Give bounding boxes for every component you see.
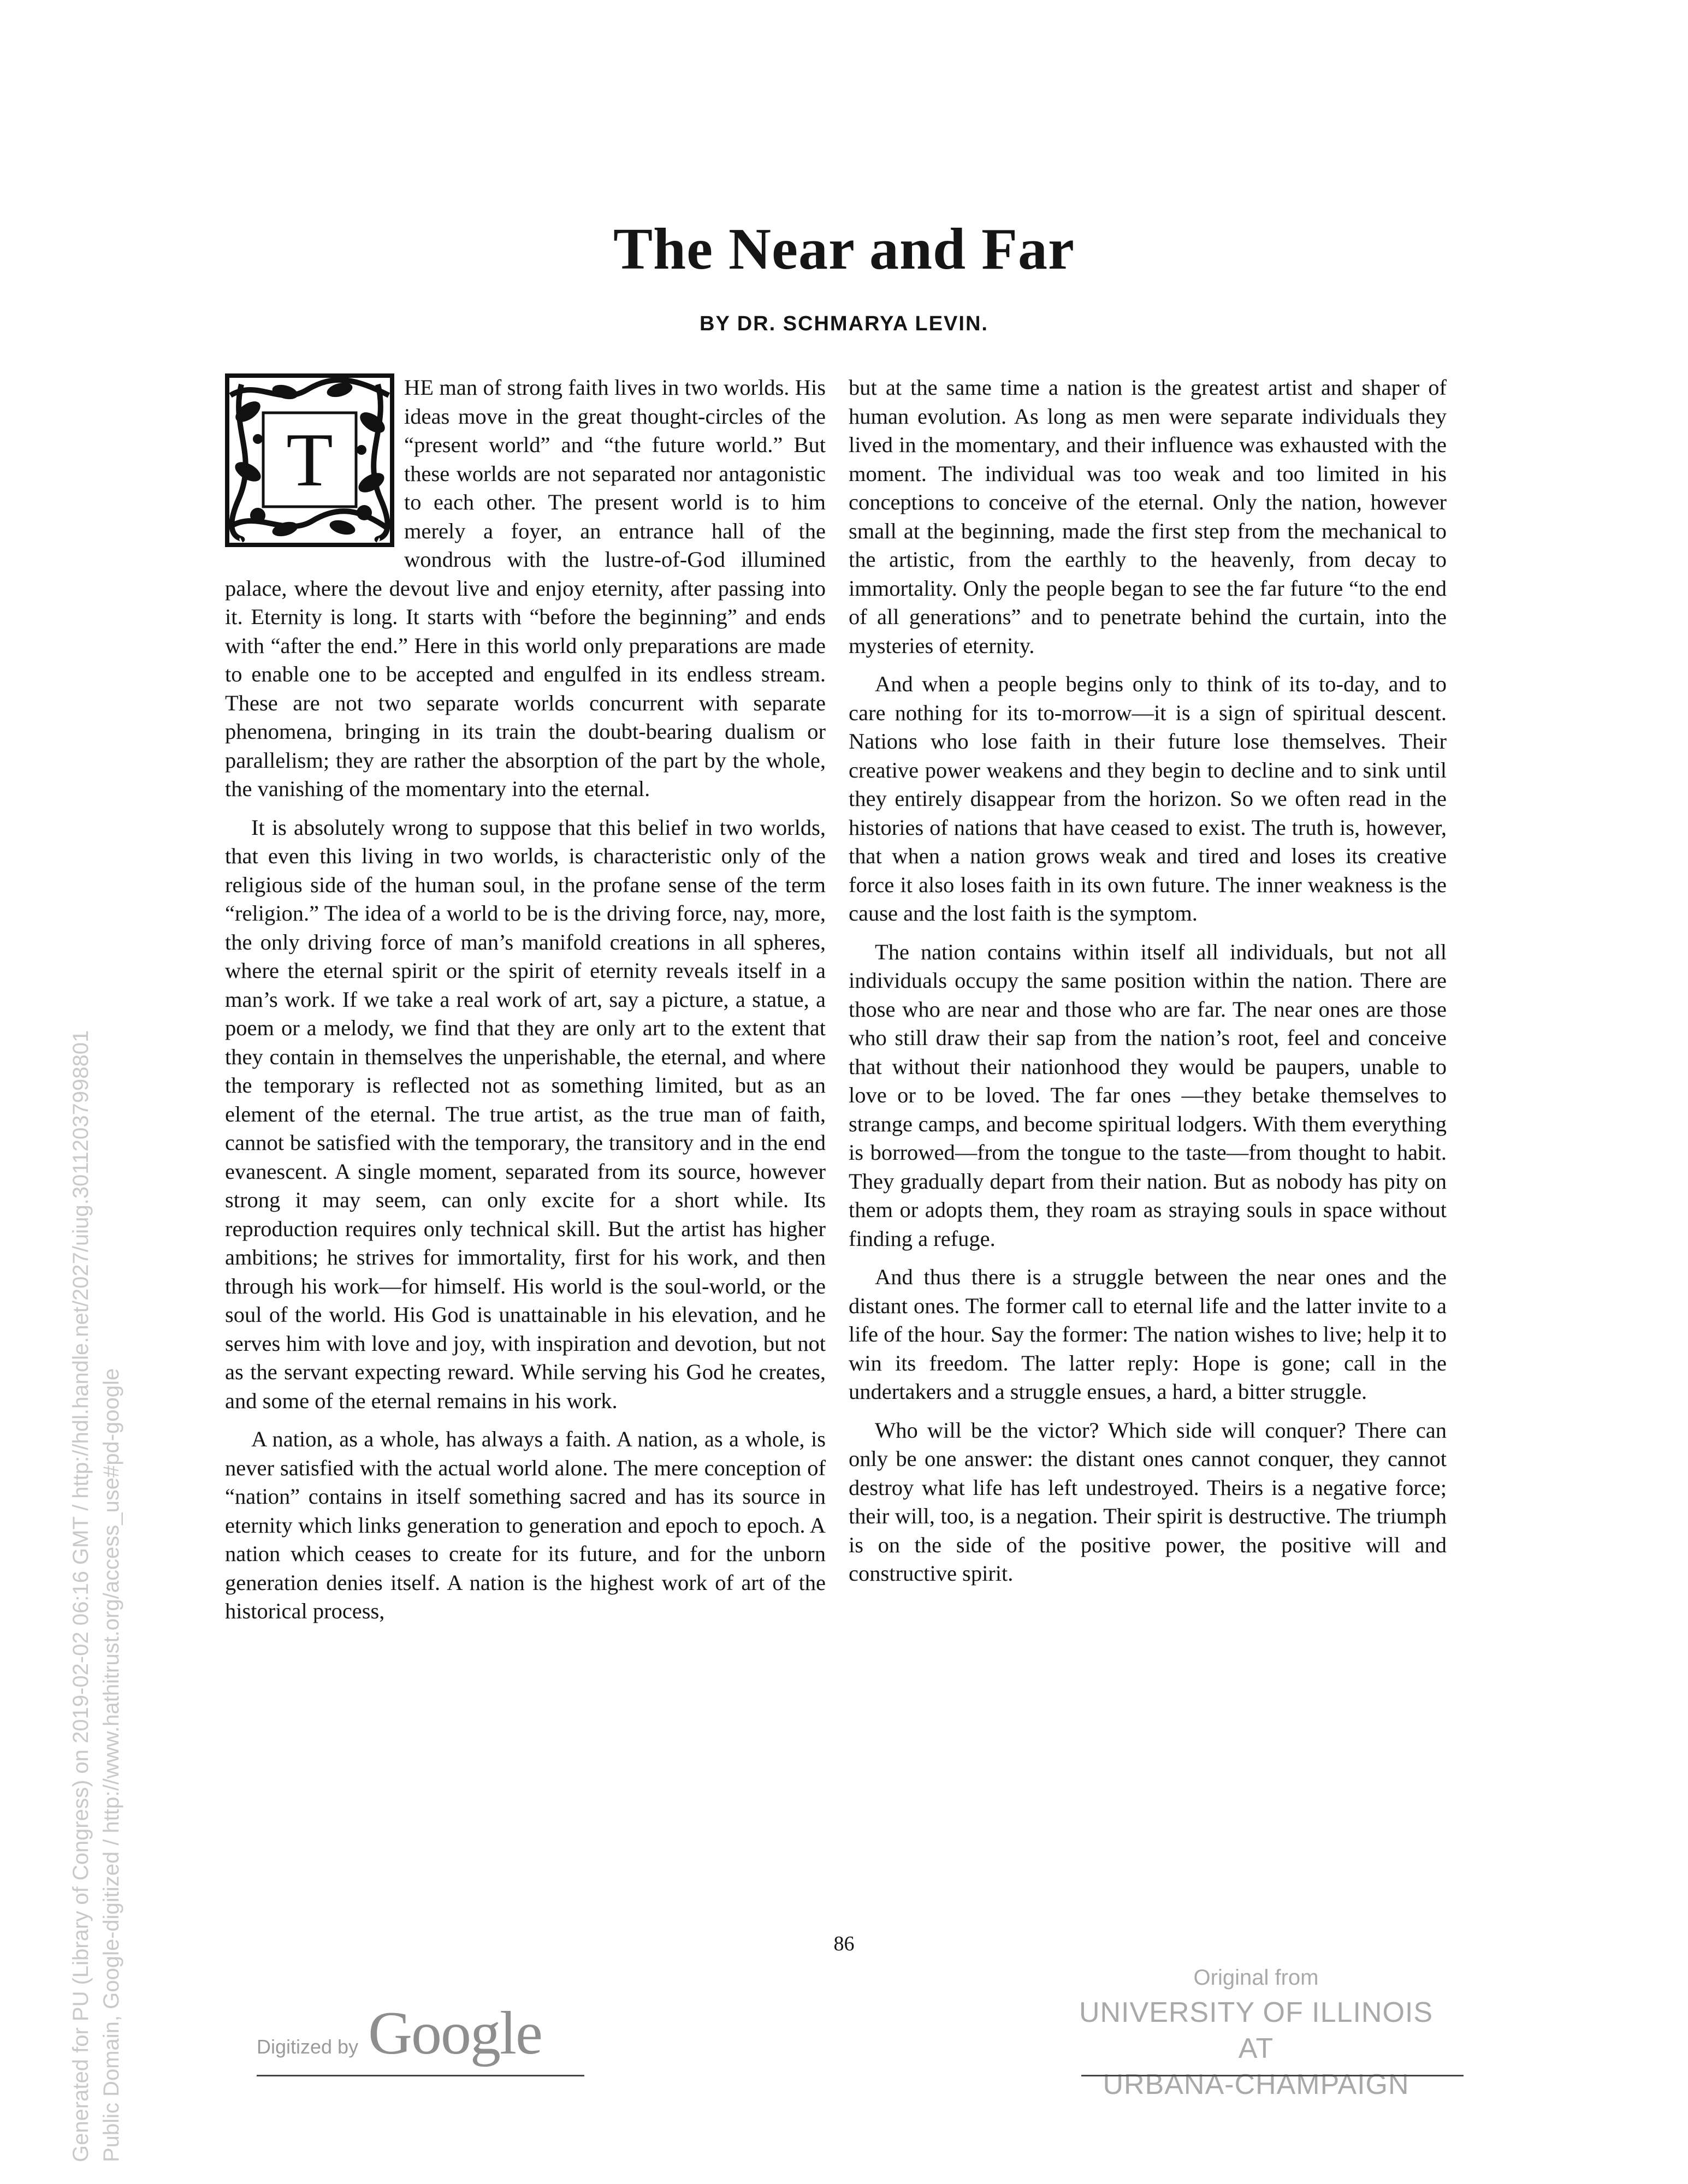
paragraph: And thus there is a struggle between the near ones and the distant ones. The former call to eternal life and the latter invite to a life of the hour. Say the former: The nation wishes to live; help it to win its freedom. The latter reply: Hope is gone; call in the undertakers and a struggle ensues, a hard, a bitter struggle. [849, 1265, 1447, 1404]
watermark-line-2: Public Domain, Google-digitized / http://www.hathitrust.org/access_use#pd-google [99, 1368, 123, 2162]
article-title: The Near and Far [613, 217, 1075, 282]
paragraph: but at the same time a nation is the greatest artist and shaper of human evolution. As long as men were separate individuals they lived in the momentary, and their influence was exhausted with the moment. The individual was too weak and too limited in his conceptions to conceive of the eternal. Only the nation, however small at the beginning, made the first step from the mechanical to the artistic, from the earthly to the heavenly, from decay to immortality. Only the people began to see the far future “to the end of all generations” and to penetrate behind the curtain, into the mysteries of eternity. [849, 375, 1447, 658]
paragraph: A nation, as a whole, has always a faith. A nation, as a whole, is never satisfied with the actual world alone. The mere conception of “nation” contains in itself something sacred and has its source in eternity which links generation to generation and epoch to epoch. A nation which ceases to create for its future, and for the unborn generation denies itself. A nation is the highest work of art of the historical process, [225, 1427, 826, 1623]
page-number: 86 [833, 1932, 855, 1955]
footer-rule-left [257, 2075, 584, 2076]
footer-rule-right [1081, 2075, 1464, 2076]
original-from-label: Original from [1193, 1966, 1319, 1990]
article-byline: BY DR. SCHMARYA LEVIN. [700, 312, 988, 335]
watermark-line-1: Generated for PU (Library of Congress) on 2019-02-02 06:16 GMT / http://hdl.handle.net/2027/uiug.30112037998801 [69, 1030, 93, 2162]
university-line-1: UNIVERSITY OF ILLINOIS AT [1079, 1997, 1434, 2064]
left-column [225, 373, 826, 1636]
hathitrust-watermark [66, 1030, 127, 2162]
paragraph: Who will be the victor? Which side will conquer? There can only be one answer: the distant ones cannot conquer, they cannot destroy what life has left undestroyed. Theirs is a negative force; their will, too, is a negation. Their spirit is destructive. The triumph is on the side of the positive power, the positive will and constructive spirit. [849, 1417, 1447, 1586]
digitized-label: Digitized by [257, 2035, 359, 2058]
dropcap-letter: T [286, 417, 333, 502]
university-line-2: URBANA-CHAMPAIGN [1103, 2069, 1409, 2100]
paragraph: It is absolutely wrong to suppose that this belief in two worlds, that even this living in two worlds, is characteristic only of the religious side of the human soul, in the profane sense of the term “religion.” The idea of a world to be is the driving force, nay, more, the only driving force of man’s manifold creations in all spheres, where the eternal spirit or the spirit of eternity reveals itself in a man’s work. If we take a real work of art, say a picture, a statue, a poem or a melody, we find that they are only art to the extent that they contain in themselves the unperishable, the eternal, and where the temporary is reflected not as something limited, but as an element of the eternal. The true artist, as the true man of faith, cannot be satisfied with the temporary, the transitory and in the end evanescent. A single moment, separated from its source, however strong it may seem, can only excite for a short while. Its reproduction requires only technical skill. But the artist has higher ambitions; he strives for immortality, first for his work, and then through his work—for himself. His world is the soul-world, or the soul of the world. His God is unattainable in his elevation, and he serves him with love and joy, with inspiration and devotion, but not as the servant expecting reward. While serving his God he creates, and some of the eternal remains in his work. [225, 815, 826, 1413]
original-source [1059, 1966, 1453, 2103]
paragraph: And when a people begins only to think of its to-day, and to care nothing for its to-morrow—it is a sign of spiritual descent. Nations who lose faith in their future lose themselves. Their creative power weakens and they begin to decline and to sink until they entirely disappear from the horizon. So we often read in the histories of nations that have ceased to exist. The truth is, however, that when a nation grows weak and tired and loses its creative force it also loses faith in its own future. The inner weakness is the cause and the lost faith is the symptom. [849, 672, 1447, 925]
paragraph [225, 373, 826, 804]
google-logo: Google [368, 1999, 542, 2067]
ornamental-dropcap [225, 373, 394, 547]
paragraph-text: HE man of strong faith lives in two worlds. His ideas move in the great thought-circles of the “present world” and “the future world.” But these worlds are not separated nor antagonistic to each other. The present world is to him merely a foyer, an entrance hall of the wondrous with the lustre-of-God illumined palace, where the devout live and enjoy eternity, after passing into it. Eternity is long. It starts with “before the beginning” and ends with “after the end.” Here in this world only preparations are made to enable one to be accepted and engulfed in its endless stream. These are not two separate worlds concurrent with separate phenomena, bringing in its train the doubt-bearing dualism or parallelism; they are rather the absorption of the part by the whole, the vanishing of the momentary into the eternal. [225, 375, 826, 801]
right-column [849, 373, 1447, 1598]
paragraph: The nation contains within itself all individuals, but not all individuals occupy the same position within the nation. There are those who are near and those who are far. The near ones are those who still draw their sap from the nation’s root, feel and conceive that without their nationhood they would be paupers, unable to love or to be loved. The far ones —they betake themselves to strange camps, and become spiritual lodgers. With them everything is borrowed—from the tongue to the taste—from thought to habit. They gradually depart from their nation. But as nobody has pity on them or adopts them, they roam as straying souls in space without finding a refuge. [849, 939, 1447, 1251]
digitized-by-google [257, 1998, 542, 2067]
